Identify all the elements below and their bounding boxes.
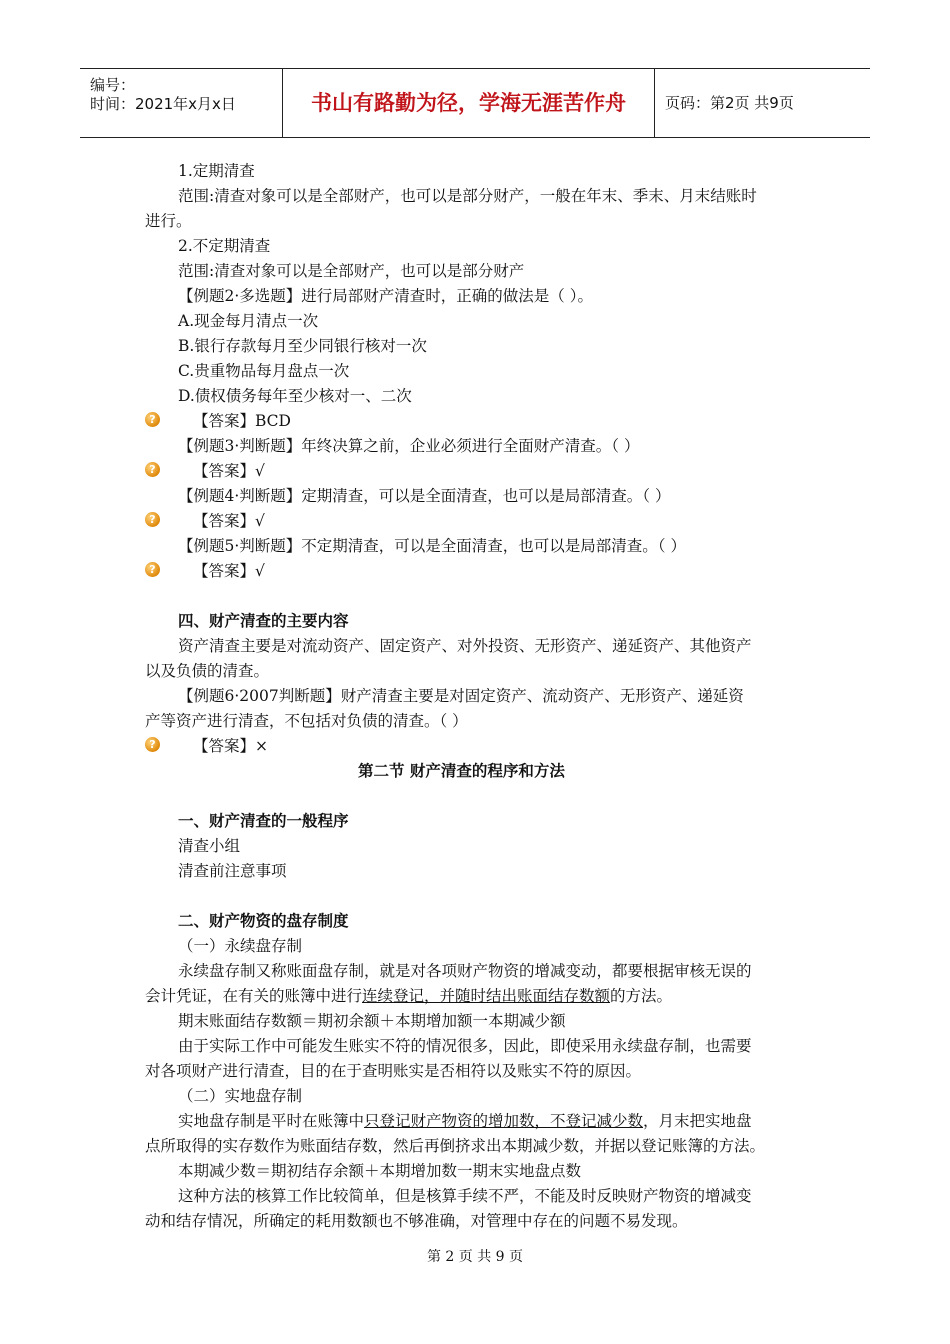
paragraph-line: 对各项财产进行清查，目的在于查明账实是否相符以及账实不符的原因。 [145,1062,642,1080]
paragraph-line: 范围:清查对象可以是全部财产，也可以是部分财产，一般在年末、季末、月末结账时 [178,187,757,205]
header-meta [80,69,283,137]
text-run: ，月末把实地盘 [643,1112,752,1130]
header-page-info: 页码：第2页 共9页 [665,94,794,112]
date-label: 时间：2021年x月x日 [90,95,236,113]
paragraph-line: 进行。 [145,212,192,230]
paragraph-line: 清查小组 [178,837,241,855]
question-mark-icon: ? [145,562,160,577]
answer-line: 【答案】√ [193,462,265,480]
question-mark-icon: ? [145,737,160,752]
underlined-text: 只登记财产物资的增加数，不登记减少数 [364,1112,644,1130]
example-question: 【例题5·判断题】不定期清查，可以是全面清查，也可以是局部清查。（ ） [178,537,686,555]
paragraph-line: 永续盘存制又称账面盘存制，就是对各项财产物资的增减变动，都要根据审核无误的 [178,962,752,980]
header-motto: 书山有路勤为径，学海无涯苦作舟 [283,69,655,137]
chapter-title: 第二节 财产清查的程序和方法 [358,762,565,780]
answer-line: 【答案】BCD [193,412,291,430]
paragraph-line: 由于实际工作中可能发生账实不符的情况很多，因此，即使采用永续盘存制，也需要 [178,1037,752,1055]
option-d: D.债权债务每年至少核对一、二次 [178,387,412,405]
paragraph-line: 资产清查主要是对流动资产、固定资产、对外投资、无形资产、递延资产、其他资产 [178,637,752,655]
question-mark-icon: ? [145,512,160,527]
page-header [80,68,870,138]
section-heading: 二、财产物资的盘存制度 [178,912,349,930]
formula-line: 本期减少数＝期初结存余额＋本期增加数一期末实地盘点数 [178,1162,582,1180]
section-heading: 一、财产清查的一般程序 [178,812,349,830]
formula-line: 期末账面结存数额＝期初余额＋本期增加额一本期减少额 [178,1012,566,1030]
answer-line: 【答案】√ [193,562,265,580]
paragraph-line: 清查前注意事项 [178,862,287,880]
text-run: 实地盘存制是平时在账簿中 [178,1112,365,1130]
underlined-text: 连续登记，并随时结出账面结存数额 [362,987,611,1005]
example-question: 【例题4·判断题】定期清查，可以是全面清查，也可以是局部清查。（ ） [178,487,671,505]
paragraph-line: 动和结存情况，所确定的耗用数额也不够准确，对管理中存在的问题不易发现。 [145,1212,688,1230]
question-mark-icon: ? [145,462,160,477]
subsection-heading: （二）实地盘存制 [178,1087,303,1105]
page-footer: 第 2 页 共 9 页 [426,1249,524,1265]
text-run: 的方法。 [610,987,673,1005]
section-periodic-check: 1.定期清查 [178,162,255,180]
number-label: 编号： [90,76,136,94]
example-question: 【例题6·2007判断题】财产清查主要是对固定资产、流动资产、无形资产、递延资 [178,687,744,705]
paragraph-line [178,1111,752,1131]
section-irregular-check: 2.不定期清查 [178,237,271,255]
paragraph-line: 范围:清查对象可以是全部财产，也可以是部分财产 [178,262,525,280]
option-c: C.贵重物品每月盘点一次 [178,362,350,380]
paragraph-line [145,986,672,1006]
option-a: A.现金每月清点一次 [178,312,319,330]
example-question: 【例题2·多选题】进行局部财产清查时，正确的做法是（ ）。 [178,287,593,305]
subsection-heading: （一）永续盘存制 [178,937,303,955]
paragraph-line: 点所取得的实存数作为账面结存数，然后再倒挤求出本期减少数，并据以登记账簿的方法。 [145,1137,766,1155]
section-heading: 四、财产清查的主要内容 [178,612,349,630]
paragraph-line: 这种方法的核算工作比较简单，但是核算手续不严，不能及时反映财产物资的增减变 [178,1187,752,1205]
answer-line: 【答案】√ [193,512,265,530]
text-run: 会计凭证，在有关的账簿中进行 [145,987,363,1005]
paragraph-line: 以及负债的清查。 [145,662,270,680]
paragraph-line: 产等资产进行清查，不包括对负债的清查。（ ） [145,712,468,730]
question-mark-icon: ? [145,412,160,427]
answer-line: 【答案】× [193,737,268,755]
option-b: B.银行存款每月至少同银行核对一次 [178,337,427,355]
example-question: 【例题3·判断题】年终决算之前，企业必须进行全面财产清查。（ ） [178,437,640,455]
